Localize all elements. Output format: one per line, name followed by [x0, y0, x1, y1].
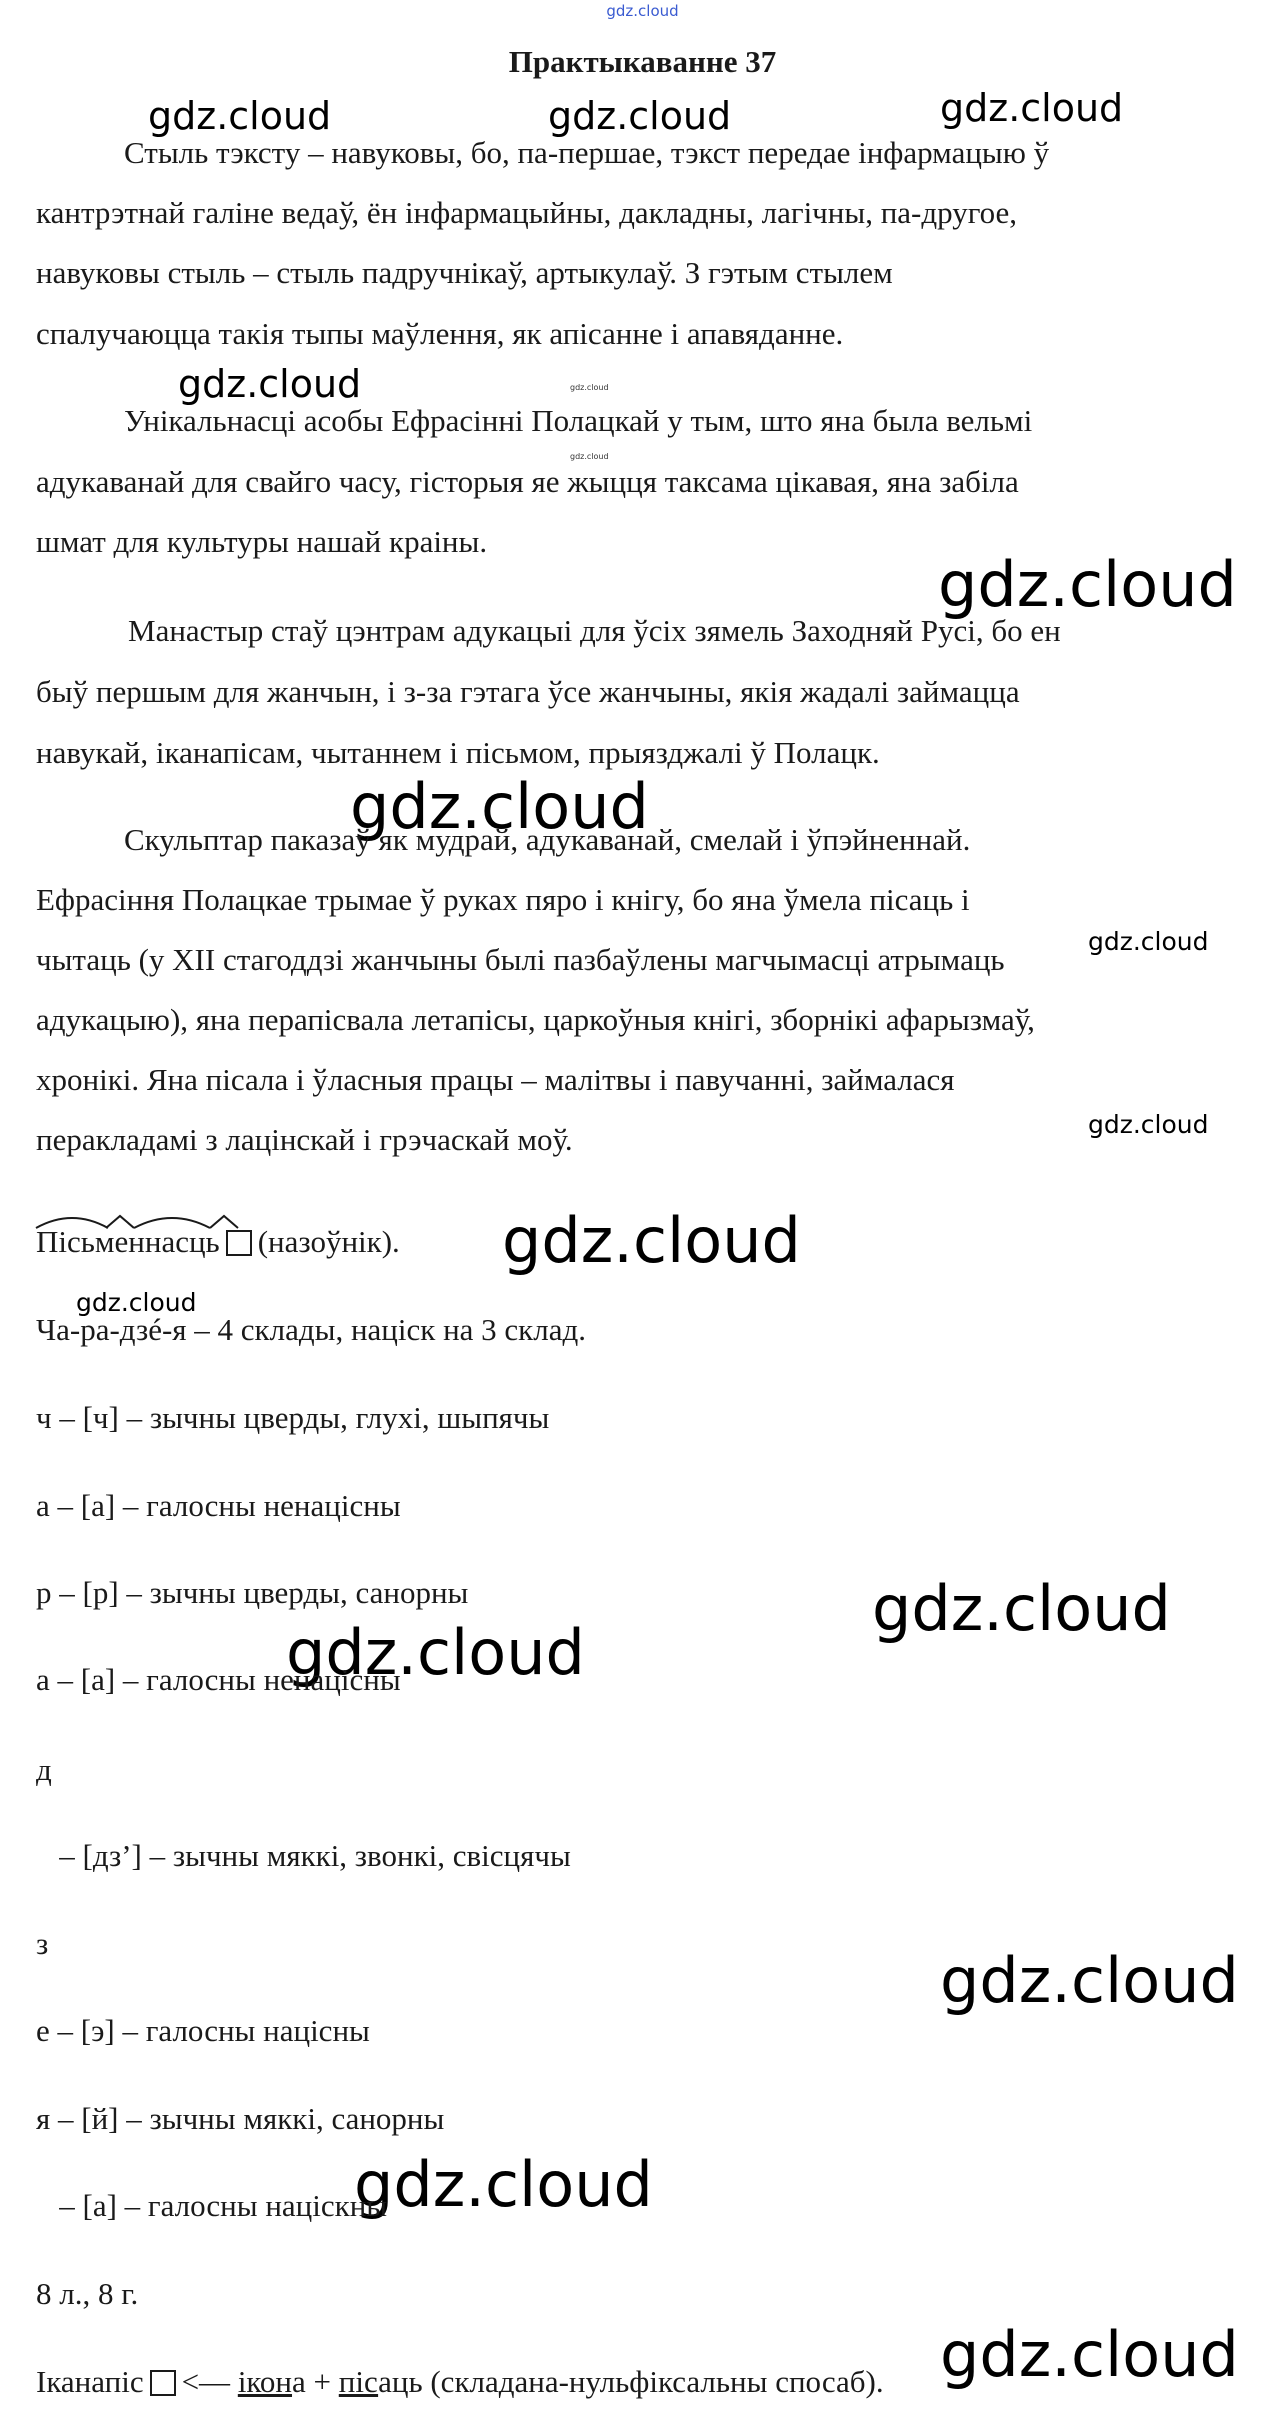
p4-line: Скульптар паказаў як мудрай, адукаванай, смелай і ўпэйненнай. [124, 822, 971, 857]
wf-plus: + [305, 2364, 339, 2399]
watermark-top: gdz.cloud [606, 2, 679, 20]
phonetic-line: е – [э] – галосны націсны [36, 2013, 370, 2048]
p3-line: навукай, іканапісам, чытаннем і пісьмом, прыязджалі ў Полацк. [36, 735, 880, 770]
phonetic-line: а – [а] – галосны ненацісны [36, 1488, 401, 1523]
watermark: gdz.cloud [938, 548, 1237, 621]
watermark: gdz.cloud [940, 1944, 1239, 2017]
wf-root2-wrap [339, 2364, 378, 2399]
word-formation-line [36, 2362, 884, 2402]
wf-note: (складана-нульфіксальны спосаб). [422, 2364, 884, 2399]
morph-note: (назоўнік). [257, 1224, 400, 1259]
wf-ending: а [292, 2364, 306, 2399]
watermark: gdz.cloud [76, 1288, 197, 1317]
ending-box [226, 1230, 252, 1256]
phonetic-line: р – [р] – зычны цверды, санорны [36, 1575, 469, 1610]
phonetic-line: – [дз’] – зычны мяккі, звонкі, свісцячы [36, 1838, 571, 1873]
watermark: gdz.cloud [940, 2318, 1239, 2391]
p3-line: быў першым для жанчын, і з-за гэтага ўсе жанчыны, якія жадалі займацца [36, 674, 1020, 709]
p1-line: Стыль тэксту – навуковы, бо, па-першае, тэкст передае інфармацыю ў [124, 135, 1050, 170]
watermark: gdz.cloud [178, 362, 362, 406]
p4-line: хронікі. Яна пісала і ўласныя працы – малітвы і павучанні, займалася [36, 1062, 955, 1097]
watermark: gdz.cloud [1088, 927, 1209, 956]
p1-line: кантрэтнай галіне ведаў, ён інфармацыйны, дакладны, лагічны, па-другое, [36, 195, 1018, 230]
p4-line: Ефрасіння Полацкае трымае ў руках пяро і кнігу, бо яна ўмела пісаць і [36, 882, 970, 917]
p2-line: Унікальнасці асобы Ефрасінні Полацкай у тым, што яна была вельмі [124, 403, 1033, 438]
watermark: gdz.cloud [350, 770, 649, 843]
wf-root2-stem: піс [338, 2364, 379, 2399]
watermark: gdz.cloud [570, 452, 609, 461]
ending-box [150, 2370, 176, 2396]
phonetic-line: ч – [ч] – зычны цверды, глухі, шыпячы [36, 1400, 550, 1435]
morph-word: Пісьменнасць [36, 1224, 220, 1259]
p1-line: навуковы стыль – стыль падручнікаў, артыкулаў. З гэтым стылем [36, 255, 893, 290]
watermark: gdz.cloud [148, 94, 332, 138]
phonetic-line: – [а] – галосны націскны [36, 2188, 388, 2223]
watermark: gdz.cloud [354, 2148, 653, 2221]
morpheme-line [36, 1222, 400, 1262]
watermark: gdz.cloud [570, 383, 609, 392]
letters-sounds-count: 8 л., 8 г. [36, 2276, 139, 2311]
phonetic-line: я – [й] – зычны мяккі, санорны [36, 2101, 445, 2136]
p2-line: адукаванай для свайго часу, гісторыя яе жыцця таксама цікавая, яна забіла [36, 464, 1019, 499]
p2-line: шмат для культуры нашай краіны. [36, 524, 488, 559]
watermark: gdz.cloud [502, 1204, 801, 1277]
phonetic-line: а – [а] – галосны ненацісны [36, 1662, 401, 1697]
p3-line: Манастыр стаў цэнтрам адукацыі для ўсіх зямель Заходняй Русі, бо ен [128, 613, 1061, 648]
wf-arrow: <— [181, 2364, 231, 2399]
watermark: gdz.cloud [872, 1572, 1171, 1645]
watermark: gdz.cloud [548, 94, 732, 138]
p4-line: перакладамі з лацінскай і грэчаскай моў. [36, 1122, 573, 1157]
watermark: gdz.cloud [940, 86, 1124, 130]
syllables-line: Ча-ра-дзé-я – 4 склады, націск на 3 склад. [36, 1312, 586, 1347]
phonetic-line: з [36, 1926, 49, 1961]
p4-line: чытаць (у XII стагоддзі жанчыны былі пазбаўлены магчымасці атрымаць [36, 942, 1005, 977]
page-title: Практыкаванне 37 [508, 44, 777, 79]
phonetic-line: д [36, 1752, 52, 1787]
watermark: gdz.cloud [286, 1616, 585, 1689]
p4-line: адукацыю), яна перапісвала летапісы, царкоўныя кнігі, зборнікі афарызмаў, [36, 1002, 1035, 1037]
wf-word: Іканапіс [36, 2364, 144, 2399]
watermark: gdz.cloud [1088, 1110, 1209, 1139]
wf-root1: ікон [237, 2364, 293, 2399]
p1-line: спалучаюцца такія тыпы маўлення, як апісанне і апавяданне. [36, 316, 844, 351]
wf-root2-rest: аць [378, 2364, 423, 2399]
